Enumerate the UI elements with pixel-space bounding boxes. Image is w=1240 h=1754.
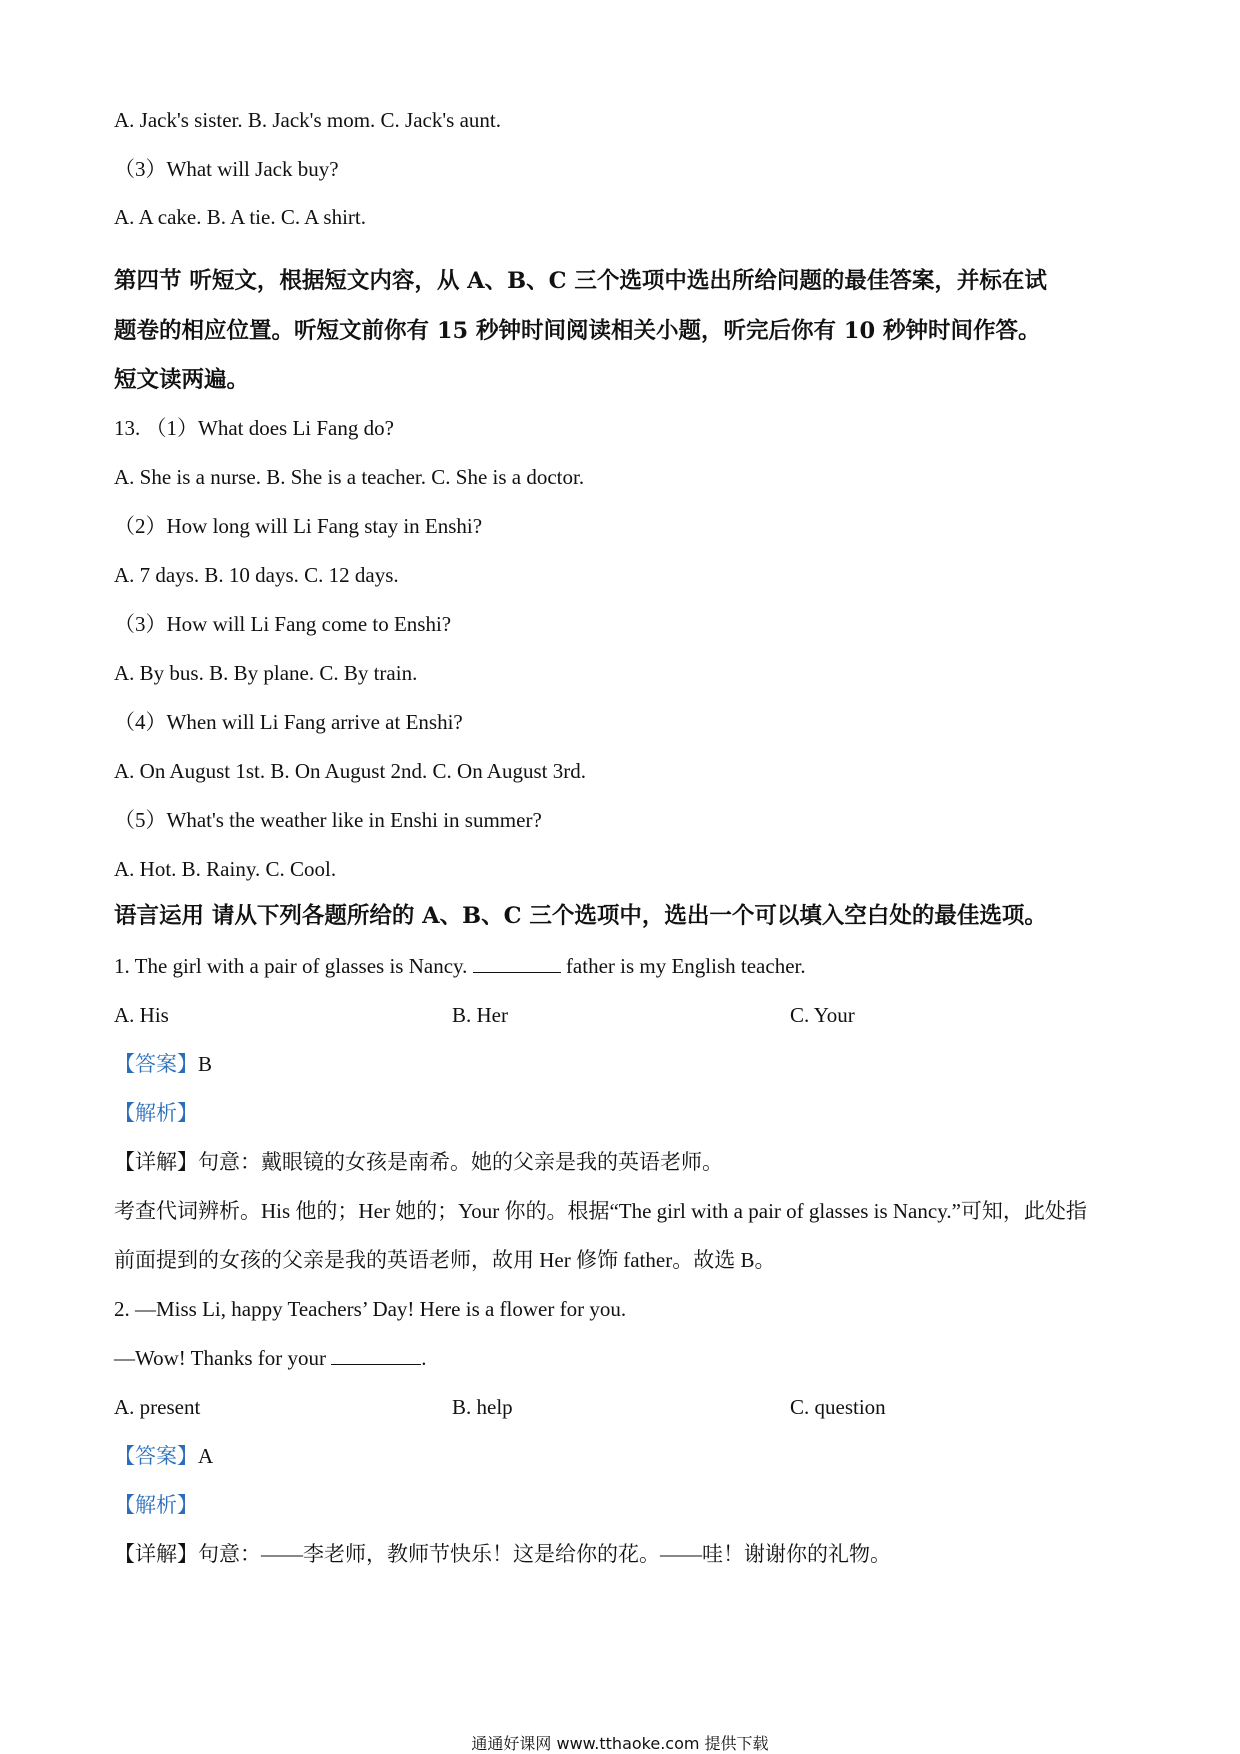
q2-detail-text: 句意：——李老师，教师节快乐！这是给你的花。——哇！谢谢你的礼物。 (198, 1542, 891, 1566)
section4-heading-line2: 题卷的相应位置。听短文前你有 15 秒钟时间阅读相关小题，听完后你有 10 秒钟时间作答。 (114, 318, 1041, 344)
q2-analysis (114, 1491, 198, 1519)
q2-line2-before: —Wow! Thanks for your (114, 1346, 332, 1370)
q1-detail (114, 1148, 723, 1176)
q13-5-question: （5）What's the weather like in Enshi in summer? (114, 808, 542, 832)
q13-3-options: A. By bus. B. By plane. C. By train. (114, 661, 418, 685)
q13-2-options: A. 7 days. B. 10 days. C. 12 days. (114, 563, 399, 587)
q1-option-a: A. His (114, 1003, 169, 1027)
language-use-heading: 语言运用 请从下列各题所给的 A、B、C 三个选项中，选出一个可以填入空白处的最佳选项。 (114, 903, 1047, 929)
q1-answer (114, 1050, 212, 1078)
q1-option-c: C. Your (790, 1003, 855, 1027)
q2-answer-value: A (198, 1444, 214, 1468)
q13-1-question: 13. （1）What does Li Fang do? (114, 416, 394, 440)
q1-explain-line2: 前面提到的女孩的父亲是我的英语老师，故用 Her 修饰 father。故选 B。 (114, 1248, 776, 1272)
q2-answer-tag: 【答案】 (114, 1444, 198, 1468)
prev-q2-options: A. Jack's sister. B. Jack's mom. C. Jack's aunt. (114, 108, 501, 132)
q2-option-a: A. present (114, 1395, 201, 1419)
q2-detail-tag: 【详解】 (114, 1542, 198, 1566)
q2-detail (114, 1540, 891, 1568)
q13-5-options: A. Hot. B. Rainy. C. Cool. (114, 857, 337, 881)
q1-stem-after: father is my English teacher. (560, 954, 806, 978)
q2-line2 (114, 1344, 426, 1372)
prev-q3-question: （3）What will Jack buy? (114, 157, 339, 181)
section4-heading-line3: 短文读两遍。 (114, 367, 250, 393)
section4-heading-line1: 第四节 听短文，根据短文内容，从 A、B、C 三个选项中选出所给问题的最佳答案，并标在试 (114, 268, 1047, 294)
q1-detail-tag: 【详解】 (114, 1150, 198, 1174)
page-footer: 通通好课网 www.tthaoke.com 提供下载 (471, 1734, 769, 1753)
q1-explain-line1: 考查代词辨析。His 他的；Her 她的；Your 你的。根据“The girl with a pair of glasses is Nancy.”可知，此处指 (114, 1199, 1087, 1223)
q1-stem (114, 952, 806, 980)
q1-stem-before: 1. The girl with a pair of glasses is Nancy. (114, 954, 473, 978)
q1-option-b: B. Her (452, 1003, 508, 1027)
q13-4-question: （4）When will Li Fang arrive at Enshi? (114, 710, 463, 734)
q2-line2-after: . (421, 1346, 427, 1370)
q1-answer-tag: 【答案】 (114, 1052, 198, 1076)
q1-answer-value: B (198, 1052, 213, 1076)
q2-line1: 2. —Miss Li, happy Teachers’ Day! Here is a flower for you. (114, 1297, 627, 1321)
q1-analysis-tag: 【解析】 (114, 1101, 198, 1125)
prev-q3-options: A. A cake. B. A tie. C. A shirt. (114, 205, 367, 229)
q2-option-c: C. question (790, 1395, 886, 1419)
q2-blank (331, 1344, 421, 1365)
q1-analysis (114, 1099, 198, 1127)
q13-1-options: A. She is a nurse. B. She is a teacher. C. She is a doctor. (114, 465, 585, 489)
q13-2-question: （2）How long will Li Fang stay in Enshi? (114, 514, 483, 538)
q13-3-question: （3）How will Li Fang come to Enshi? (114, 612, 452, 636)
q1-detail-text: 句意：戴眼镜的女孩是南希。她的父亲是我的英语老师。 (198, 1150, 723, 1174)
q2-analysis-tag: 【解析】 (114, 1493, 198, 1517)
q2-answer (114, 1442, 213, 1470)
q1-blank (473, 952, 561, 973)
q13-4-options: A. On August 1st. B. On August 2nd. C. On August 3rd. (114, 759, 586, 783)
q2-option-b: B. help (452, 1395, 513, 1419)
